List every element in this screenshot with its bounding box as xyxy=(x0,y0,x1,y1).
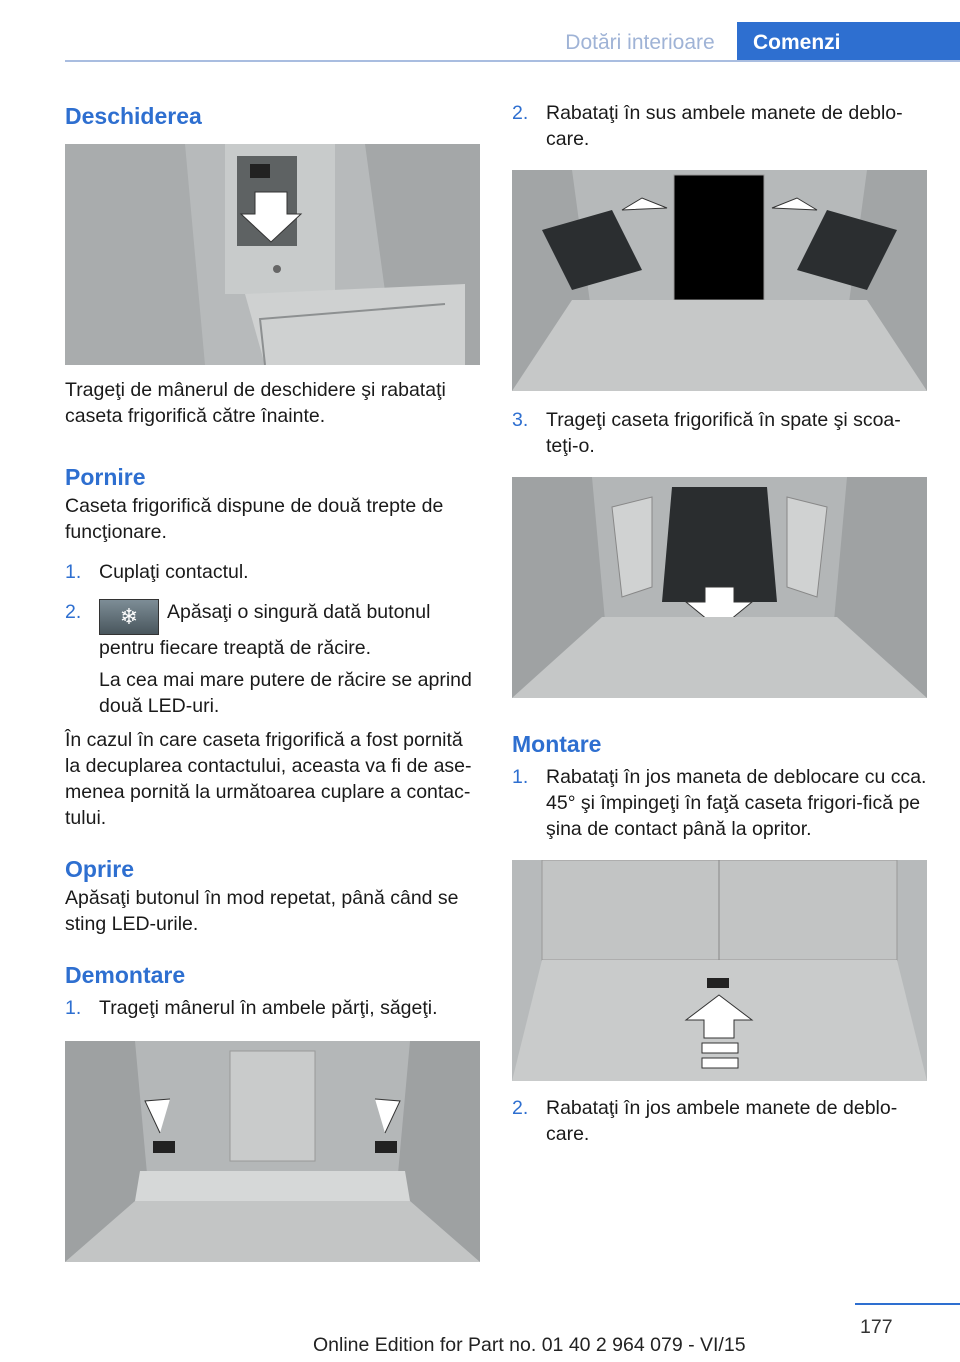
heading-stop: Oprire xyxy=(65,856,135,882)
step-number: 1. xyxy=(65,561,82,583)
paragraph-start: Caseta frigorifică dispune de două trepte de funcţionare. xyxy=(65,495,444,543)
chapter-tab[interactable]: Comenzi xyxy=(737,22,960,62)
remove-step-2 xyxy=(512,100,928,152)
header-divider xyxy=(65,60,960,62)
section-tab[interactable]: Dotări interioare xyxy=(565,31,715,54)
step-number: 2. xyxy=(65,601,82,623)
figure-levers-up xyxy=(512,170,927,391)
step-subtext: La cea mai mare putere de răcire se aprind două LED-uri. xyxy=(99,669,472,717)
paragraph-start-note: În cazul în care caseta frigorifică a fost pornită la decuplarea contactului, aceasta va fi de ase-menea pornită la următoarea cuplare a contac-tului. xyxy=(65,729,472,829)
step-text: Cuplaţi contactul. xyxy=(99,561,249,583)
figure-pull-out xyxy=(512,477,927,698)
mount-step-1 xyxy=(512,764,928,842)
step-text: Rabataţi în jos ambele manete de deblo-care. xyxy=(546,1097,898,1145)
right-column xyxy=(512,100,928,1147)
page-header xyxy=(0,0,960,62)
step-text: Trageţi caseta frigorifică în spate şi scoa-teţi-o. xyxy=(546,409,901,457)
figure-cooler-opening xyxy=(65,144,480,365)
step-number: 3. xyxy=(512,409,529,431)
start-step-2 xyxy=(65,599,481,719)
snowflake-icon: ❄ xyxy=(99,599,159,635)
start-step-1 xyxy=(65,559,481,585)
mount-step-2 xyxy=(512,1095,928,1147)
paragraph-opening: Trageţi de mânerul de deschidere şi rabataţi caseta frigorifică către înainte. xyxy=(65,379,446,427)
step-number: 1. xyxy=(65,997,82,1019)
figure-release-handles xyxy=(65,1041,480,1262)
step-text: Rabataţi în jos maneta de deblocare cu cca. 45° şi împingeţi în faţă caseta frigori-fică pe şina de contact până la opritor. xyxy=(546,766,927,840)
step-number: 1. xyxy=(512,766,529,788)
step-number: 2. xyxy=(512,1097,529,1119)
step-text: Rabataţi în sus ambele manete de deblo-care. xyxy=(546,102,903,150)
step-text: Apăsaţi o singură dată butonul pentru fiecare treaptă de răcire. xyxy=(99,601,431,659)
heading-opening: Deschiderea xyxy=(65,103,202,129)
step-number: 2. xyxy=(512,102,529,124)
paragraph-stop: Apăsaţi butonul în mod repetat, până când se sting LED-urile. xyxy=(65,887,459,935)
edition-footer: Online Edition for Part no. 01 40 2 964 079 - VI/15 xyxy=(313,1334,746,1356)
heading-remove: Demontare xyxy=(65,962,186,988)
heading-mount: Montare xyxy=(512,731,602,757)
page-number: 177 xyxy=(860,1316,893,1338)
heading-start: Pornire xyxy=(65,464,146,490)
step-text: Trageţi mânerul în ambele părţi, săgeţi. xyxy=(99,997,438,1019)
footer-divider xyxy=(855,1303,960,1305)
left-column xyxy=(65,100,481,1262)
remove-step-1 xyxy=(65,995,481,1021)
figure-push-in xyxy=(512,860,927,1081)
remove-step-3 xyxy=(512,407,928,459)
